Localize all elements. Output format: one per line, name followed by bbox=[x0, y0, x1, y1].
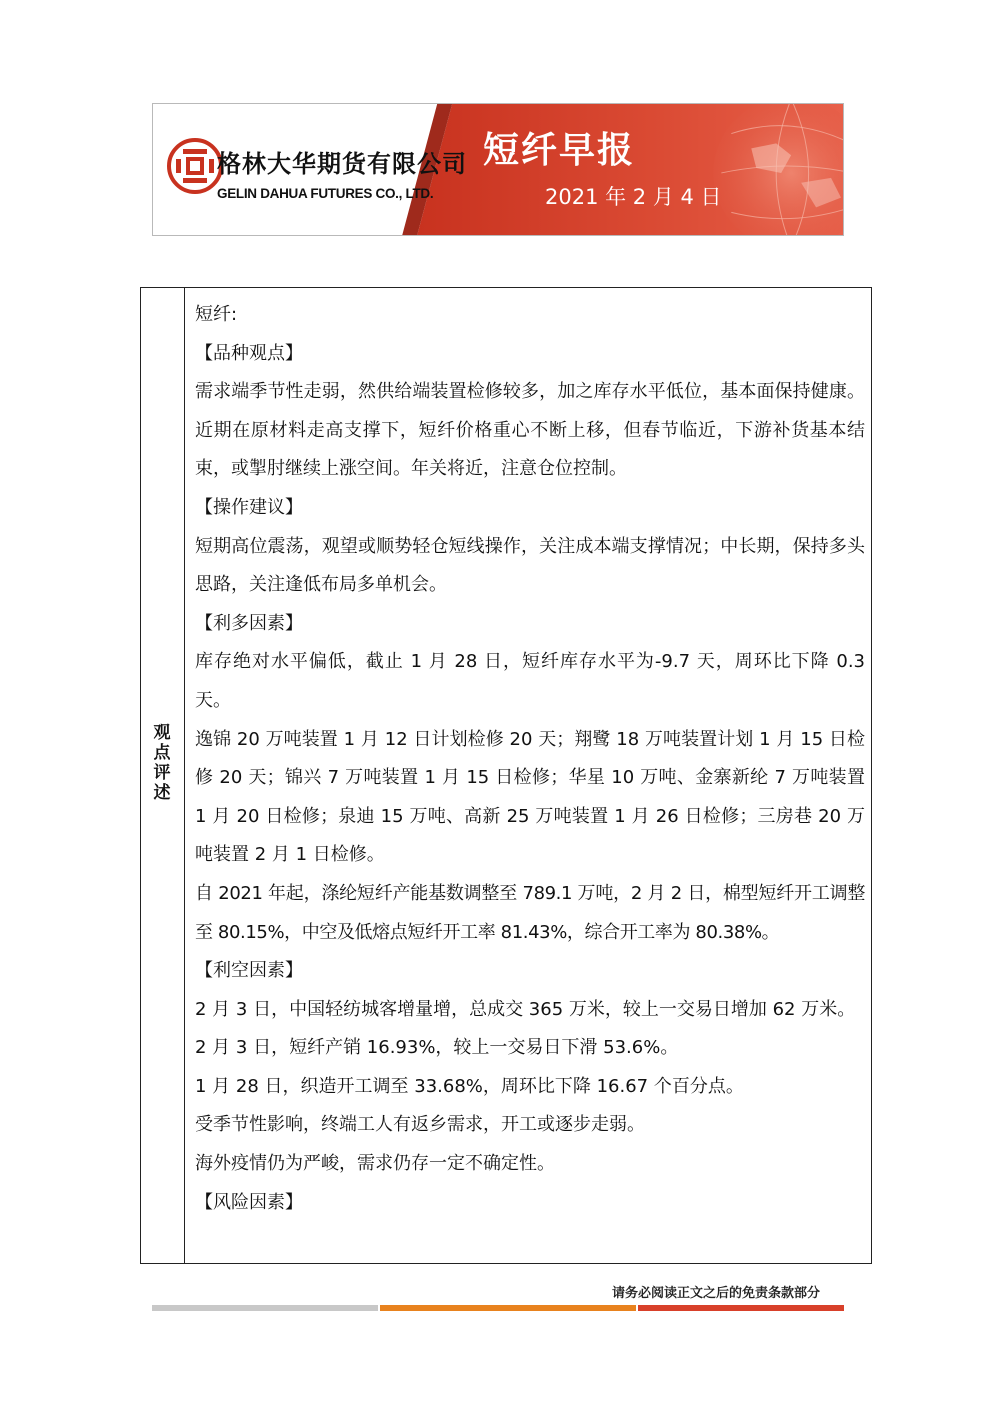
side-label-char: 述 bbox=[153, 783, 171, 803]
company-logo-icon bbox=[166, 137, 224, 195]
report-date: 2021 年 2 月 4 日 bbox=[545, 185, 722, 209]
bullish-item: 库存绝对水平偏低，截止 1 月 28 日，短纤库存水平为-9.7 天，周环比下降 0.3 天。 bbox=[195, 651, 865, 711]
section-heading-bullish: 【利多因素】 bbox=[195, 612, 303, 634]
bullish-item: 逸锦 20 万吨装置 1 月 12 日计划检修 20 天；翔鹭 18 万吨装置计划 1 月 15 日检修 20 天；锦兴 7 万吨装置 1 月 15 日检修；华星 10 万吨、金寨新纶 7 万吨装置 1 月 20 日检修；泉迪 15 万吨、高新 25 万吨装置 1 月 26 日检修；三房巷 20 万吨装置 2 月 1 日检修。 bbox=[195, 728, 865, 866]
view-paragraph: 需求端季节性走弱，然供给端装置检修较多，加之库存水平低位，基本面保持健康。近期在原材料走高支撑下，短纤价格重心不断上移，但春节临近，下游补货基本结束，或掣肘继续上涨空间。年关将近，注意仓位控制。 bbox=[195, 381, 865, 480]
side-label-commentary bbox=[152, 723, 172, 803]
footer-bar-red bbox=[638, 1305, 844, 1311]
footer-bar-gray bbox=[152, 1305, 378, 1311]
side-label-char: 观 bbox=[153, 723, 171, 743]
bearish-item: 2 月 3 日，中国轻纺城客增量增，总成交 365 万米，较上一交易日增加 62 万米。 bbox=[195, 998, 856, 1020]
bearish-item: 2 月 3 日，短纤产销 16.93%，较上一交易日下滑 53.6%。 bbox=[195, 1037, 679, 1059]
section-heading-bearish: 【利空因素】 bbox=[195, 960, 303, 982]
bearish-item: 受季节性影响，终端工人有返乡需求，开工或逐步走弱。 bbox=[195, 1114, 645, 1136]
advice-paragraph: 短期高位震荡，观望或顺势轻仓短线操作，关注成本端支撑情况；中长期，保持多头思路，关注逢低布局多单机会。 bbox=[195, 535, 865, 596]
report-header-banner bbox=[152, 103, 844, 236]
disclaimer-note: 请务必阅读正文之后的免责条款部分 bbox=[612, 1286, 821, 1301]
footer-bar-orange bbox=[380, 1305, 636, 1311]
bullish-item: 自 2021 年起，涤纶短纤产能基数调整至 789.1 万吨，2 月 2 日，棉型短纤开工调整至 80.15%，中空及低熔点短纤开工率 81.43%，综合开工率为 80.38%。 bbox=[195, 882, 865, 943]
side-label-char: 点 bbox=[153, 743, 171, 763]
side-label-char: 评 bbox=[153, 763, 171, 783]
section-heading-risk: 【风险因素】 bbox=[195, 1191, 303, 1213]
footer-color-bars bbox=[152, 1305, 844, 1311]
product-intro: 短纤: bbox=[195, 304, 238, 325]
bearish-item: 海外疫情仍为严峻，需求仍存一定不确定性。 bbox=[195, 1153, 555, 1175]
bearish-item: 1 月 28 日，织造开工调至 33.68%，周环比下降 16.67 个百分点。 bbox=[195, 1075, 744, 1097]
table-side-column bbox=[141, 288, 185, 1263]
table-content-column bbox=[185, 288, 871, 1263]
report-title: 短纤早报 bbox=[483, 130, 636, 171]
company-name-en: GELIN DAHUA FUTURES CO., LTD. bbox=[217, 186, 434, 201]
commentary-table bbox=[140, 287, 872, 1264]
company-name-cn: 格林大华期货有限公司 bbox=[217, 150, 467, 178]
section-heading-view: 【品种观点】 bbox=[195, 342, 303, 364]
section-heading-advice: 【操作建议】 bbox=[195, 496, 303, 518]
